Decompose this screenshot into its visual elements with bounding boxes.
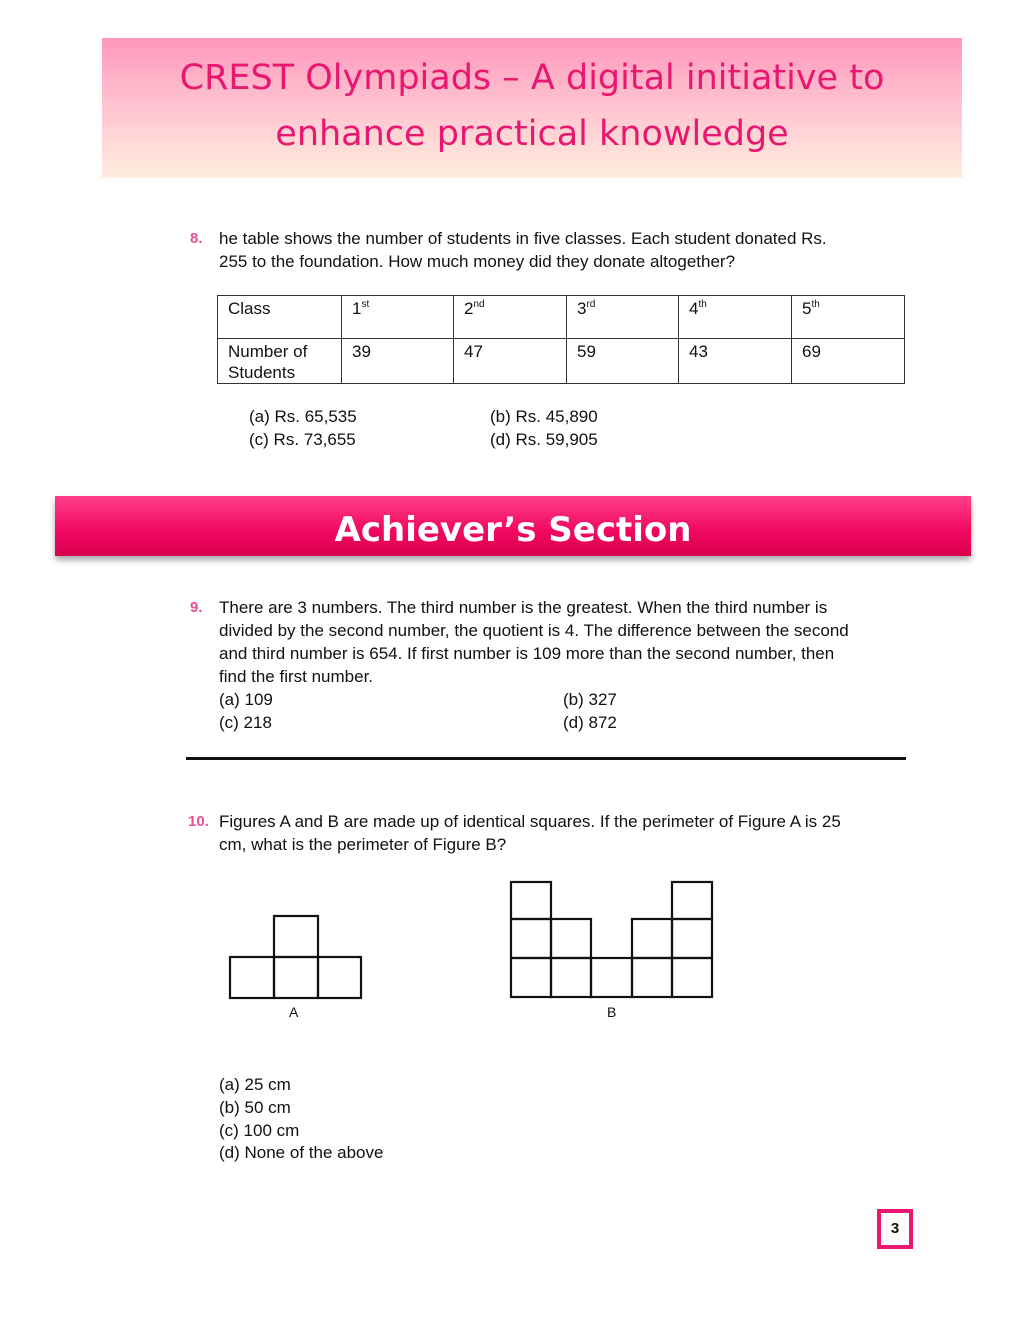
q10-option-a: (a) 25 cm	[219, 1075, 291, 1094]
question-number-10: 10.	[188, 813, 209, 830]
q9-option-b: (b) 327	[563, 690, 617, 709]
table-cell-class-4: 4th	[679, 296, 792, 339]
figure-a	[225, 910, 370, 1005]
question-9-line4: find the first number.	[219, 667, 374, 686]
figure-b-square	[632, 958, 672, 997]
table-cell-class-3: 3rd	[567, 296, 679, 339]
question-9-line2: divided by the second number, the quotient is 4. The difference between the second	[219, 621, 849, 640]
table-cell-class-5: 5th	[792, 296, 905, 339]
table-cell-students-5: 69	[792, 339, 905, 384]
q8-option-a: (a) Rs. 65,535	[249, 407, 357, 426]
question-number-8: 8.	[190, 230, 203, 247]
table-cell-class-2: 2nd	[454, 296, 567, 339]
q9-option-c: (c) 218	[219, 713, 272, 732]
page-number: 3	[877, 1209, 913, 1249]
figure-b-square	[551, 958, 591, 997]
question-9-line1: There are 3 numbers. The third number is the greatest. When the third number is	[219, 598, 828, 617]
figure-b-square	[591, 958, 632, 997]
figure-b-square	[672, 958, 712, 997]
figure-a-square	[230, 957, 274, 998]
question-8-text	[219, 227, 827, 273]
figure-a-label: A	[289, 1004, 299, 1020]
figure-b-label: B	[607, 1004, 617, 1020]
table-cell-students-3: 59	[567, 339, 679, 384]
question-8-line1: he table shows the number of students in five classes. Each student donated Rs.	[219, 229, 827, 248]
figure-b-square	[511, 882, 551, 919]
figure-a-square	[274, 916, 318, 957]
table-cell-students-4: 43	[679, 339, 792, 384]
figure-b-square	[511, 919, 551, 958]
question-9-line3: and third number is 654. If first number is 109 more than the second number, then	[219, 644, 835, 663]
students-table	[217, 295, 905, 384]
figure-b	[505, 875, 720, 1005]
figure-b-square	[632, 919, 672, 958]
table-cell-class-1: 1st	[342, 296, 454, 339]
table-row	[218, 296, 905, 339]
question-8-line2: 255 to the foundation. How much money did they donate altogether?	[219, 252, 736, 271]
q9-option-d: (d) 872	[563, 713, 617, 732]
table-row	[218, 339, 905, 384]
figure-b-square	[511, 958, 551, 997]
q10-option-c: (c) 100 cm	[219, 1121, 300, 1140]
table-header-cell: Number of Students	[218, 339, 342, 384]
question-9-text	[219, 596, 849, 688]
figure-a-square	[318, 957, 361, 998]
table-header-cell: Class	[218, 296, 342, 339]
q10-option-b: (b) 50 cm	[219, 1098, 291, 1117]
table-cell-students-1: 39	[342, 339, 454, 384]
page-title-line2: enhance practical knowledge	[275, 114, 789, 154]
question-10-text	[219, 810, 841, 856]
figure-b-square	[672, 882, 712, 919]
achievers-section-title: Achiever’s Section	[334, 510, 692, 550]
question-10-line1: Figures A and B are made up of identical squares. If the perimeter of Figure A is 25	[219, 812, 841, 831]
figure-b-square	[672, 919, 712, 958]
q10-option-d: (d) None of the above	[219, 1143, 384, 1162]
question-10-line2: cm, what is the perimeter of Figure B?	[219, 835, 507, 854]
figure-b-square	[551, 919, 591, 958]
page-title	[102, 50, 962, 162]
q8-option-b: (b) Rs. 45,890	[490, 407, 598, 426]
table-cell-students-2: 47	[454, 339, 567, 384]
divider-line	[186, 757, 906, 760]
figure-a-square	[274, 957, 318, 998]
page-title-line1: CREST Olympiads – A digital initiative to	[179, 58, 885, 98]
q9-option-a: (a) 109	[219, 690, 273, 709]
question-number-9: 9.	[190, 599, 203, 616]
q8-option-d: (d) Rs. 59,905	[490, 430, 598, 449]
q8-option-c: (c) Rs. 73,655	[249, 430, 356, 449]
